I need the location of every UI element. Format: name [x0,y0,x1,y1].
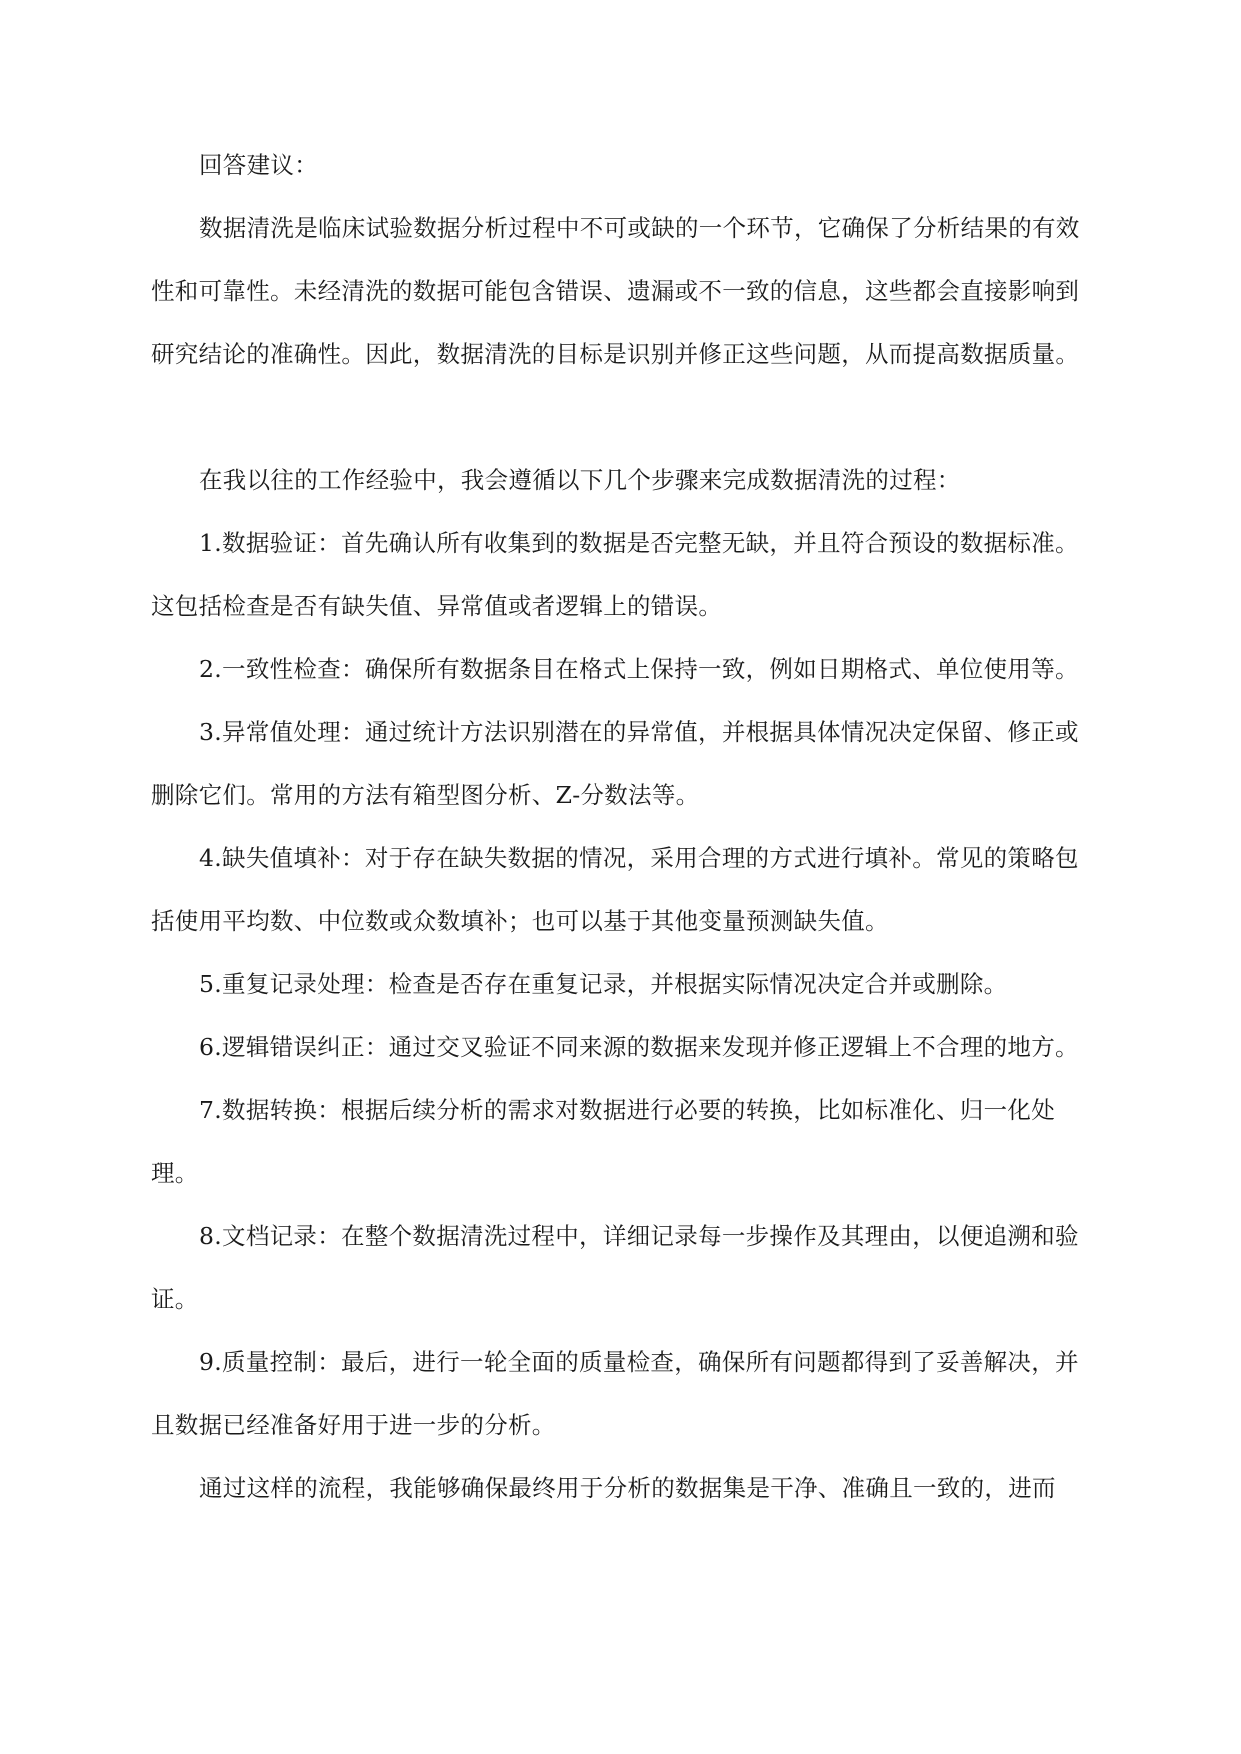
conclusion-paragraph: 通过这样的流程，我能够确保最终用于分析的数据集是干净、准确且一致的，进而 [199,1474,1056,1502]
step-7-paragraph: 7.数据转换：根据后续分析的需求对数据进行必要的转换，比如标准化、归一化处理。 [151,1096,1056,1187]
step-6-paragraph: 6.逻辑错误纠正：通过交叉验证不同来源的数据来发现并修正逻辑上不合理的地方。 [199,1033,1079,1061]
step-3-paragraph: 3.异常值处理：通过统计方法识别潜在的异常值，并根据具体情况决定保留、修正或删除它们。常用的方法有箱型图分析、Z-分数法等。 [151,718,1079,809]
step-1-paragraph: 1.数据验证：首先确认所有收集到的数据是否完整无缺，并且符合预设的数据标准。这包括检查是否有缺失值、异常值或者逻辑上的错误。 [151,529,1079,620]
step-8-paragraph: 8.文档记录：在整个数据清洗过程中，详细记录每一步操作及其理由，以便追溯和验证。 [151,1222,1079,1313]
step-4-paragraph: 4.缺失值填补：对于存在缺失数据的情况，采用合理的方式进行填补。常见的策略包括使用平均数、中位数或众数填补；也可以基于其他变量预测缺失值。 [151,844,1079,935]
intro-paragraph: 数据清洗是临床试验数据分析过程中不可或缺的一个环节，它确保了分析结果的有效性和可靠性。未经清洗的数据可能包含错误、遗漏或不一致的信息，这些都会直接影响到研究结论的准确性。因此，数据清洗的目标是识别并修正这些问题，从而提高数据质量。 [151,214,1080,368]
step-2-paragraph: 2.一致性检查：确保所有数据条目在格式上保持一致，例如日期格式、单位使用等。 [199,655,1079,683]
answer-heading: 回答建议： [199,151,318,179]
step-9-paragraph: 9.质量控制：最后，进行一轮全面的质量检查，确保所有问题都得到了妥善解决，并且数据已经准备好用于进一步的分析。 [151,1348,1079,1439]
steps-lead-paragraph: 在我以往的工作经验中，我会遵循以下几个步骤来完成数据清洗的过程： [199,466,961,494]
step-5-paragraph: 5.重复记录处理：检查是否存在重复记录，并根据实际情况决定合并或删除。 [199,970,1008,998]
